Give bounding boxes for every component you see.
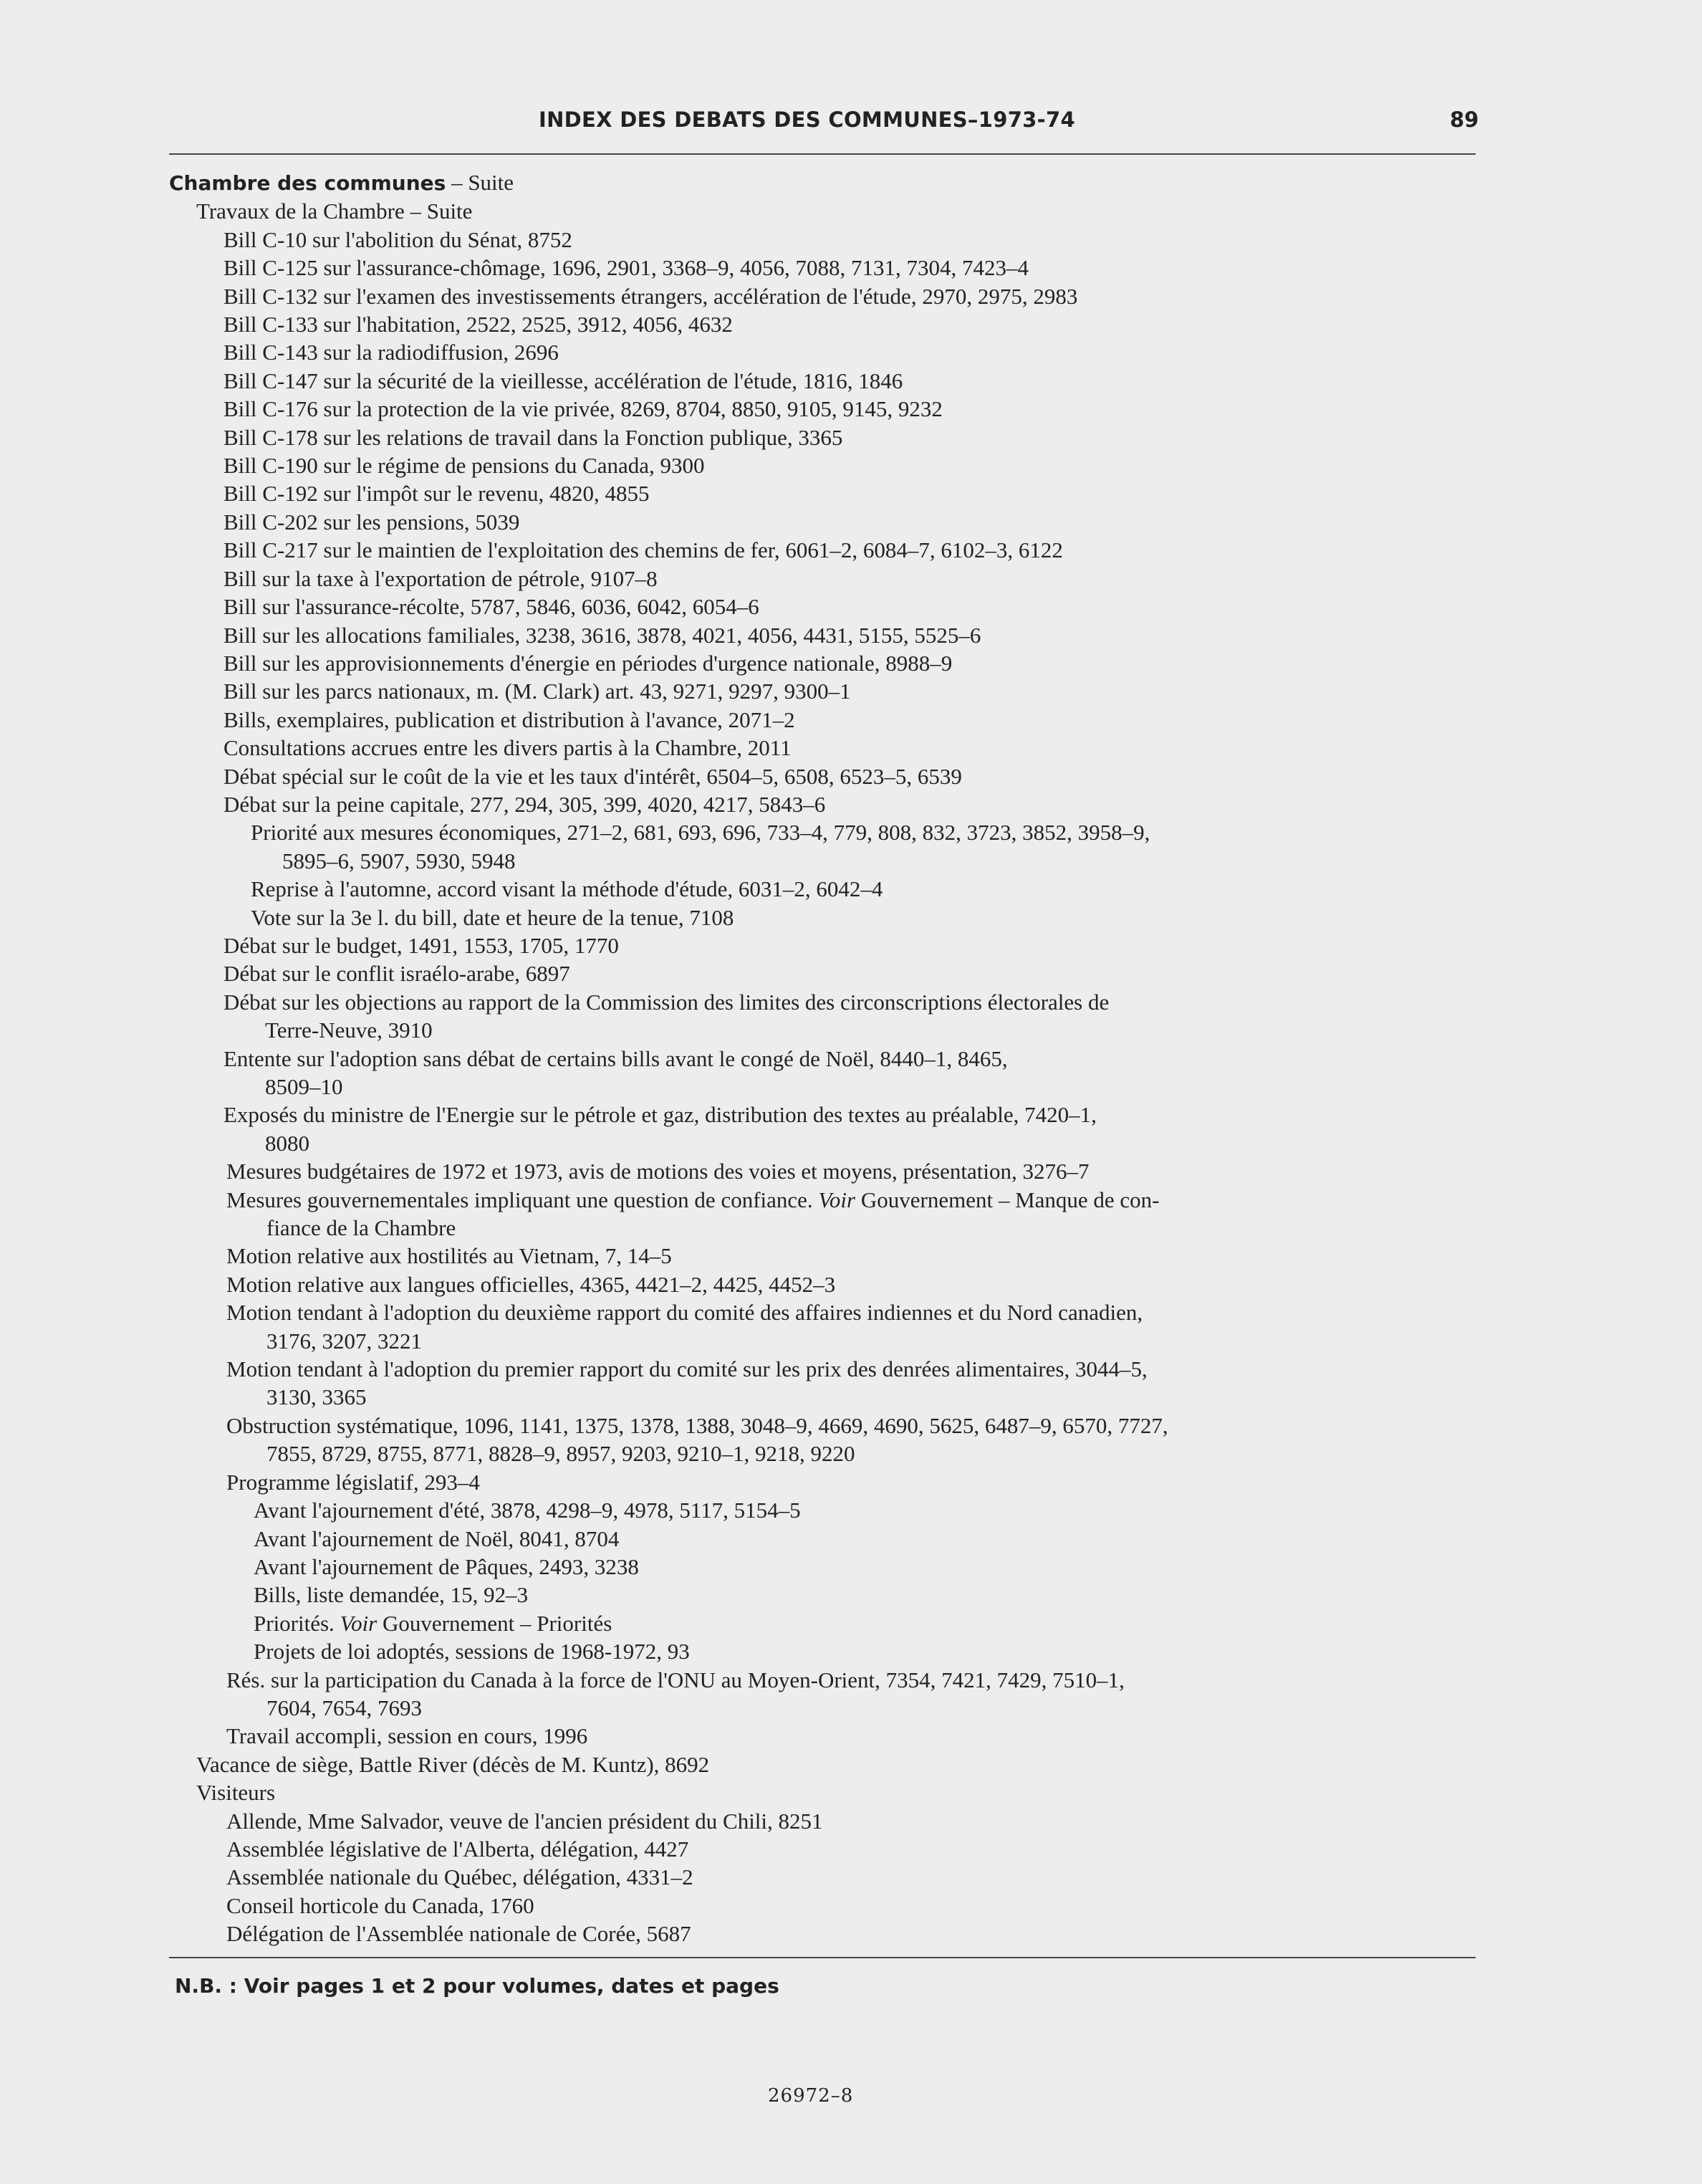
heading-suite: – Suite: [446, 170, 514, 195]
index-entry: Motion relative aux langues officielles, 4365, 4421–2, 4425, 4452–3: [226, 1271, 836, 1297]
entry-text: Gouvernement – Priorités: [377, 1610, 612, 1636]
index-entry: Travail accompli, session en cours, 1996: [226, 1723, 588, 1749]
index-entry-continuation: 7855, 8729, 8755, 8771, 8828–9, 8957, 9203, 9210–1, 9218, 9220: [266, 1441, 855, 1467]
running-header-title: INDEX DES DEBATS DES COMMUNES–1973-74: [539, 107, 1075, 132]
index-entry: Bills, exemplaires, publication et distribution à l'avance, 2071–2: [223, 707, 795, 732]
footer-rule: [169, 1957, 1476, 1958]
index-entry: Conseil horticole du Canada, 1760: [226, 1892, 534, 1918]
index-subentry-continuation: 5895–6, 5907, 5930, 5948: [282, 848, 516, 873]
index-entry: Débat sur le budget, 1491, 1553, 1705, 1770: [223, 932, 619, 958]
index-entry: Bill C-178 sur les relations de travail dans la Fonction publique, 3365: [223, 424, 843, 450]
index-entry: Obstruction systématique, 1096, 1141, 1375, 1378, 1388, 3048–9, 4669, 4690, 5625, 6487–9, 6570, 7727,: [226, 1412, 1168, 1438]
index-entry: Débat sur la peine capitale, 277, 294, 305, 399, 4020, 4217, 5843–6: [223, 791, 826, 817]
index-entry: Bill sur les approvisionnements d'énergie en périodes d'urgence nationale, 8988–9: [223, 650, 953, 676]
index-subentry: Avant l'ajournement de Pâques, 2493, 3238: [254, 1553, 639, 1579]
index-entry: Bill C-132 sur l'examen des investissements étrangers, accélération de l'étude, 2970, 2975, 2983: [223, 283, 1078, 309]
index-subentry: Vote sur la 3e l. du bill, date et heure de la tenue, 7108: [251, 904, 734, 930]
index-subentry: Projets de loi adoptés, sessions de 1968-1972, 93: [254, 1639, 690, 1665]
index-entry: Rés. sur la participation du Canada à la force de l'ONU au Moyen-Orient, 7354, 7421, 7429, 7510–1,: [226, 1667, 1125, 1692]
subheading-visiteurs: Visiteurs: [196, 1780, 276, 1806]
index-entry: Bill C-217 sur le maintien de l'exploitation des chemins de fer, 6061–2, 6084–7, 6102–3, 6122: [223, 537, 1063, 563]
subheading-vacance: Vacance de siège, Battle River (décès de M. Kuntz), 8692: [196, 1751, 710, 1777]
index-entry: Mesures budgétaires de 1972 et 1973, avis de motions des voies et moyens, présentation, 3276–7: [226, 1159, 1090, 1184]
index-subentry: Avant l'ajournement d'été, 3878, 4298–9, 4978, 5117, 5154–5: [254, 1498, 801, 1523]
index-entry: [169, 1186, 1494, 1214]
index-entry: Bill C-147 sur la sécurité de la vieillesse, accélération de l'étude, 1816, 1846: [223, 368, 903, 393]
index-entry: Bill sur l'assurance-récolte, 5787, 5846, 6036, 6042, 6054–6: [223, 594, 759, 620]
subheading-travaux: Travaux de la Chambre – Suite: [196, 198, 473, 224]
index-entry: Bill C-190 sur le régime de pensions du Canada, 9300: [223, 453, 705, 479]
index-entry: Bill C-176 sur la protection de la vie privée, 8269, 8704, 8850, 9105, 9145, 9232: [223, 396, 943, 422]
index-subentry: Avant l'ajournement de Noël, 8041, 8704: [254, 1526, 620, 1551]
index-entry: Bill C-192 sur l'impôt sur le revenu, 4820, 4855: [223, 481, 650, 507]
footnote: N.B. : Voir pages 1 et 2 pour volumes, dates et pages: [175, 1974, 779, 1998]
heading-term: Chambre des communes: [169, 171, 446, 195]
index-subentry: Priorité aux mesures économiques, 271–2, 681, 693, 696, 733–4, 779, 808, 832, 3723, 3852, 3958–9,: [251, 820, 1150, 846]
index-entry-continuation: 8080: [265, 1130, 309, 1156]
index-entry: Débat sur le conflit israélo-arabe, 6897: [223, 961, 570, 987]
entry-text: Priorités.: [254, 1610, 340, 1636]
index-entry: Bill C-125 sur l'assurance-chômage, 1696, 2901, 3368–9, 4056, 7088, 7131, 7304, 7423–4: [223, 255, 1029, 281]
page-number: 89: [1450, 107, 1479, 132]
index-content: [169, 168, 1494, 1948]
index-entry: Motion tendant à l'adoption du premier rapport du comité sur les prix des denrées alimentaires, 3044–5,: [226, 1356, 1148, 1382]
index-entry: Bill C-202 sur les pensions, 5039: [223, 509, 520, 535]
index-subentry: Bills, liste demandée, 15, 92–3: [254, 1582, 529, 1608]
index-entry: Motion tendant à l'adoption du deuxième rapport du comité des affaires indiennes et du Nord canadien,: [226, 1300, 1143, 1326]
index-entry: Délégation de l'Assemblée nationale de Corée, 5687: [226, 1921, 691, 1947]
index-entry: Bill sur les parcs nationaux, m. (M. Clark) art. 43, 9271, 9297, 9300–1: [223, 679, 851, 704]
index-entry: Bill C-143 sur la radiodiffusion, 2696: [223, 340, 559, 365]
index-subentry: [169, 1609, 1494, 1637]
index-entry: Bill sur la taxe à l'exportation de pétrole, 9107–8: [223, 565, 658, 591]
index-entry: Bill C-10 sur l'abolition du Sénat, 8752: [223, 226, 572, 252]
index-entry: Programme législatif, 293–4: [226, 1469, 480, 1495]
index-heading: [169, 168, 1494, 197]
entry-text: Gouvernement – Manque de con-: [855, 1187, 1160, 1212]
index-entry: Assemblée nationale du Québec, délégation, 4331–2: [226, 1864, 693, 1890]
voir-reference: Voir: [340, 1610, 378, 1636]
entry-text: Mesures gouvernementales impliquant une question de confiance.: [226, 1187, 819, 1212]
index-entry-continuation: 7604, 7654, 7693: [266, 1695, 422, 1720]
index-entry-continuation: fiance de la Chambre: [266, 1215, 456, 1241]
index-subentry: Reprise à l'automne, accord visant la méthode d'étude, 6031–2, 6042–4: [251, 876, 883, 902]
index-entry: Motion relative aux hostilités au Vietnam, 7, 14–5: [226, 1243, 672, 1269]
index-entry: Entente sur l'adoption sans débat de certains bills avant le congé de Noël, 8440–1, 8465,: [223, 1045, 1008, 1071]
header-rule: [169, 153, 1476, 155]
index-entry-continuation: Terre-Neuve, 3910: [265, 1017, 433, 1043]
index-entry: Débat spécial sur le coût de la vie et les taux d'intérêt, 6504–5, 6508, 6523–5, 6539: [223, 763, 962, 789]
index-entry: Assemblée législative de l'Alberta, délégation, 4427: [226, 1836, 689, 1862]
index-entry: Allende, Mme Salvador, veuve de l'ancien président du Chili, 8251: [226, 1808, 823, 1834]
index-entry: Débat sur les objections au rapport de la Commission des limites des circonscriptions électorales de: [223, 989, 1110, 1015]
index-entry: Consultations accrues entre les divers partis à la Chambre, 2011: [223, 735, 792, 761]
index-entry-continuation: 3130, 3365: [266, 1384, 367, 1410]
index-entry-continuation: 3176, 3207, 3221: [266, 1328, 422, 1354]
index-entry: Exposés du ministre de l'Energie sur le pétrole et gaz, distribution des textes au préalable, 7420–1,: [223, 1102, 1097, 1128]
index-entry-continuation: 8509–10: [265, 1074, 343, 1099]
index-entry: Bill sur les allocations familiales, 3238, 3616, 3878, 4021, 4056, 4431, 5155, 5525–6: [223, 622, 981, 648]
voir-reference: Voir: [818, 1187, 856, 1212]
index-entry: Bill C-133 sur l'habitation, 2522, 2525, 3912, 4056, 4632: [223, 312, 733, 337]
printer-code: 26972–8: [768, 2085, 854, 2107]
